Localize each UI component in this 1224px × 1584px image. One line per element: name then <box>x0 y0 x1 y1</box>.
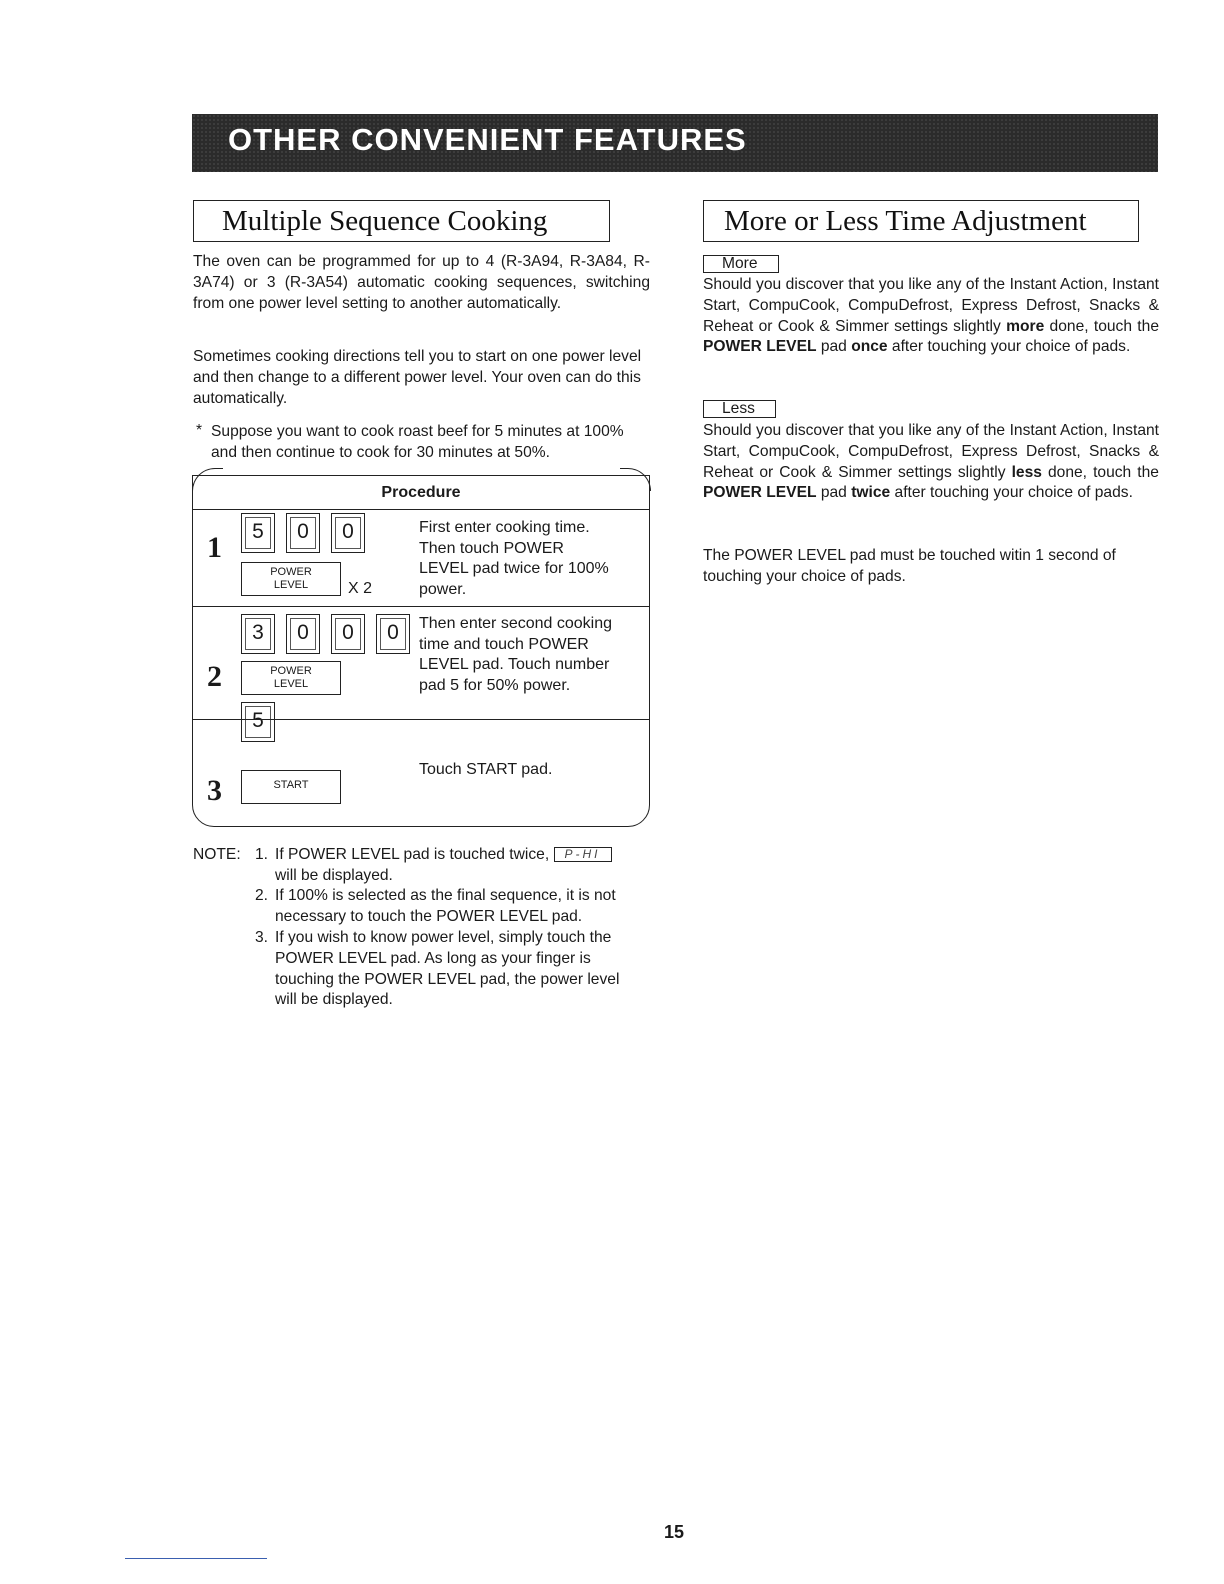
multiple-sequence-title: Multiple Sequence Cooking <box>193 200 610 242</box>
note-3-text: If you wish to know power level, simply touch the POWER LEVEL pad. As long as your finger is touching the POWER LEVEL pad, the power level will be displayed. <box>275 929 620 1009</box>
power-level-key[interactable]: POWER LEVEL <box>241 661 341 695</box>
note-1-text: If POWER LEVEL pad is touched twice, P-HI will be displayed. <box>275 845 655 887</box>
page-number: 15 <box>664 1522 685 1542</box>
power-level-key[interactable]: POWER LEVEL <box>241 562 341 596</box>
key-5[interactable]: 5 <box>241 702 275 742</box>
step-1-number: 1 <box>207 531 222 564</box>
more-tag: More <box>703 255 779 273</box>
step-divider <box>193 606 649 607</box>
time-adjustment-title: More or Less Time Adjustment <box>703 200 1139 242</box>
key-0[interactable]: 0 <box>331 513 365 553</box>
less-paragraph: Should you discover that you like any of the Instant Action, Instant Start, CompuCook, CompuDefrost, Express Defrost, Snacks & Reheat or Cook & Simmer settings slightly less done, touch the POWER LEVEL pad twice after touching your choice of pads. <box>703 422 1159 502</box>
step-2-text: Then enter second cooking time and touch POWER LEVEL pad. Touch number pad 5 for 50% power. <box>419 615 613 694</box>
intro-paragraph: The oven can be programmed for up to 4 (R-3A94, R-3A84, R-3A74) or 3 (R-3A54) automatic cooking sequences, switching from one power level setting to another automatically. <box>193 253 650 312</box>
times-two-label: X 2 <box>348 580 373 597</box>
start-key[interactable]: START <box>241 770 341 804</box>
step-3-number: 3 <box>207 774 222 807</box>
note-1-number: 1. <box>255 846 269 863</box>
procedure-box <box>192 475 650 827</box>
more-paragraph: Should you discover that you like any of the Instant Action, Instant Start, CompuCook, CompuDefrost, Express Defrost, Snacks & Reheat or Cook & Simmer settings slightly more done, touch the POWER LEVEL pad once after touching your choice of pads. <box>703 276 1159 356</box>
note-3-number: 3. <box>255 929 269 946</box>
procedure-title: Procedure <box>381 484 461 501</box>
footer-rule <box>125 1558 267 1559</box>
procedure-divider <box>193 509 649 510</box>
key-0[interactable]: 0 <box>376 614 410 654</box>
step-1-text: First enter cooking time. Then touch POWER LEVEL pad twice for 100% power. <box>419 519 609 598</box>
lcd-display: P-HI <box>554 847 612 862</box>
key-0[interactable]: 0 <box>331 614 365 654</box>
banner-title: OTHER CONVENIENT FEATURES <box>228 122 747 157</box>
key-0[interactable]: 0 <box>286 614 320 654</box>
example-bullet: Suppose you want to cook roast beef for 5 minutes at 100% and then continue to cook for 30 minutes at 50%. <box>211 423 624 461</box>
timing-paragraph: The POWER LEVEL pad must be touched witin 1 second of touching your choice of pads. <box>703 547 1116 585</box>
step-2-number: 2 <box>207 660 222 693</box>
note-2-number: 2. <box>255 887 269 904</box>
second-paragraph: Sometimes cooking directions tell you to start on one power level and then change to a different power level. Your oven can do this automatically. <box>193 348 642 407</box>
key-5[interactable]: 5 <box>241 513 275 553</box>
key-0[interactable]: 0 <box>286 513 320 553</box>
key-3[interactable]: 3 <box>241 614 275 654</box>
less-tag: Less <box>703 400 776 418</box>
notes-label: NOTE: <box>193 846 241 863</box>
note-2-text: If 100% is selected as the final sequence, it is not necessary to touch the POWER LEVEL pad. <box>275 887 616 925</box>
bullet-marker: * <box>196 422 203 439</box>
step-3-text: Touch START pad. <box>419 761 553 778</box>
section-banner <box>192 114 1158 172</box>
step-divider <box>193 719 649 720</box>
